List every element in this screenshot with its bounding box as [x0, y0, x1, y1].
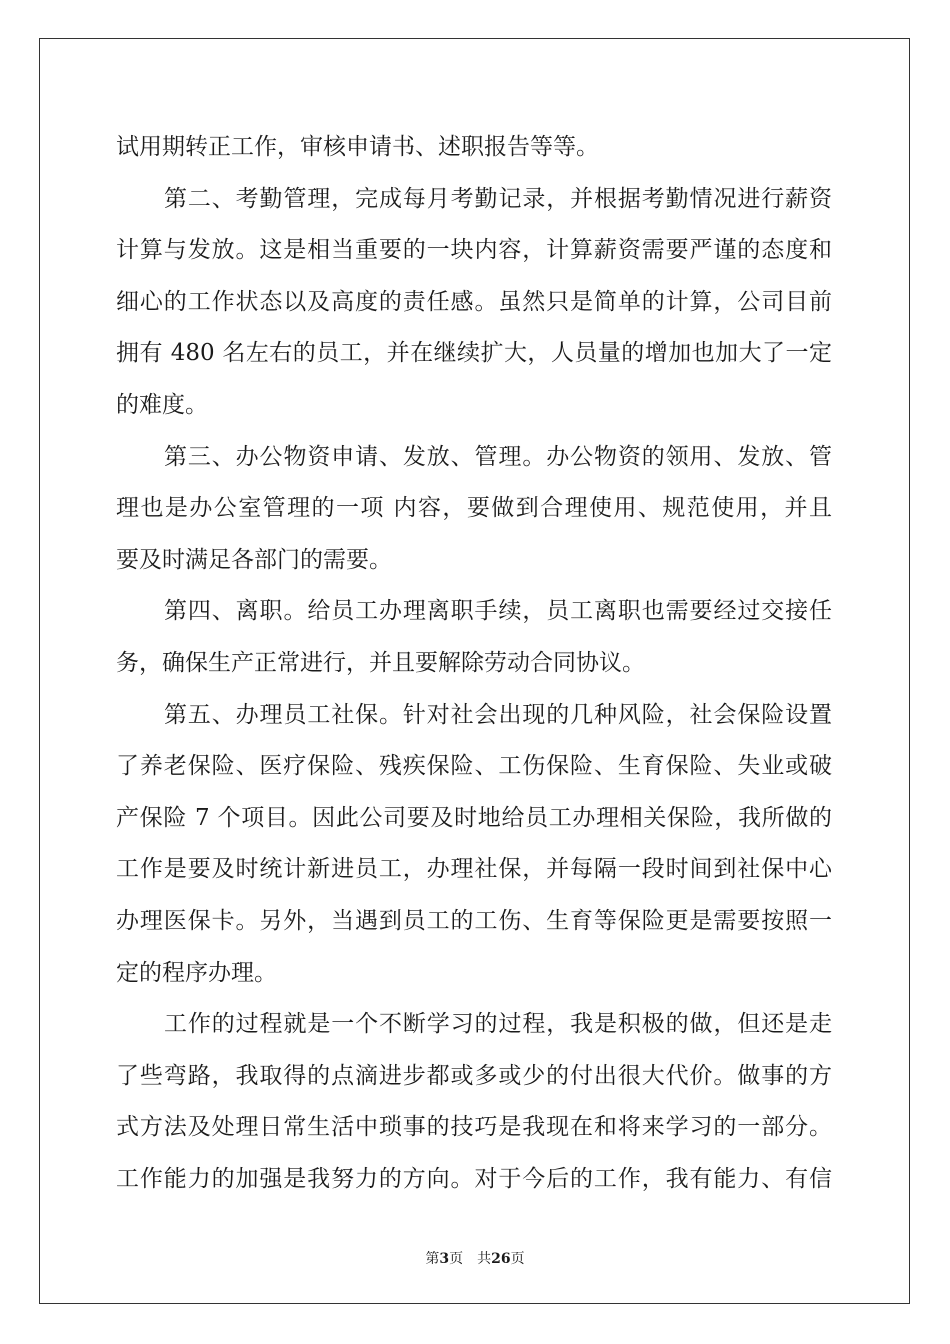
footer-total-suffix: 页: [510, 1251, 525, 1267]
text-line: 第四、离职。给员工办理离职手续，员工离职也需要经过交接任: [164, 598, 832, 625]
text-line: 要及时满足各部门的需要。: [116, 546, 392, 573]
text-line: 第三、办公物资申请、发放、管理。办公物资的领用、发放、管: [164, 443, 832, 470]
footer-page-number: 3: [439, 1251, 450, 1267]
text-line: 工作能力的加强是我努力的方向。对于今后的工作，我有能力、有信: [116, 1165, 832, 1192]
text-line: 试用期转正工作，审核申请书、述职报告等等。: [116, 134, 599, 160]
text-line: 第五、办理员工社保。针对社会出现的几种风险，社会保险设置: [164, 701, 832, 728]
footer-page-suffix: 页: [449, 1251, 464, 1267]
text-line: 务，确保生产正常进行，并且要解除劳动合同协议。: [116, 649, 645, 676]
text-line: 了养老保险、医疗保险、残疾保险、工伤保险、生育保险、失业或破: [116, 753, 832, 780]
document-body: [116, 126, 832, 1209]
page-footer: [0, 1248, 950, 1268]
text-line: 计算与发放。这是相当重要的一块内容，计算薪资需要严谨的态度和: [116, 237, 832, 264]
text-line: 工作的过程就是一个不断学习的过程，我是积极的做，但还是走: [164, 1011, 832, 1038]
text-line: 了些弯路，我取得的点滴进步都或多或少的付出很大代价。做事的方: [116, 1062, 832, 1089]
text-line: 办理医保卡。另外，当遇到员工的工伤、生育等保险更是需要按照一: [116, 907, 832, 934]
text-line: 的难度。: [116, 391, 208, 418]
footer-page-prefix: 第: [425, 1251, 440, 1267]
footer-total-prefix: 共: [477, 1251, 492, 1267]
text-line: 工作是要及时统计新进员工，办理社保，并每隔一段时间到社保中心: [116, 856, 832, 883]
text-line: 理也是办公室管理的一项 内容，要做到合理使用、规范使用，并且: [116, 495, 832, 522]
text-line: 定的程序办理。: [116, 959, 277, 986]
text-line: 第二、考勤管理，完成每月考勤记录，并根据考勤情况进行薪资: [164, 185, 832, 212]
footer-total-pages: 26: [491, 1251, 511, 1267]
text-line: 产保险 7 个项目。因此公司要及时地给员工办理相关保险，我所做的: [116, 804, 832, 831]
text-line: 细心的工作状态以及高度的责任感。虽然只是简单的计算，公司目前: [116, 288, 832, 315]
text-line: 拥有 480 名左右的员工，并在继续扩大，人员量的增加也加大了一定: [116, 340, 832, 367]
text-line: 式方法及处理日常生活中琐事的技巧是我现在和将来学习的一部分。: [116, 1114, 832, 1141]
